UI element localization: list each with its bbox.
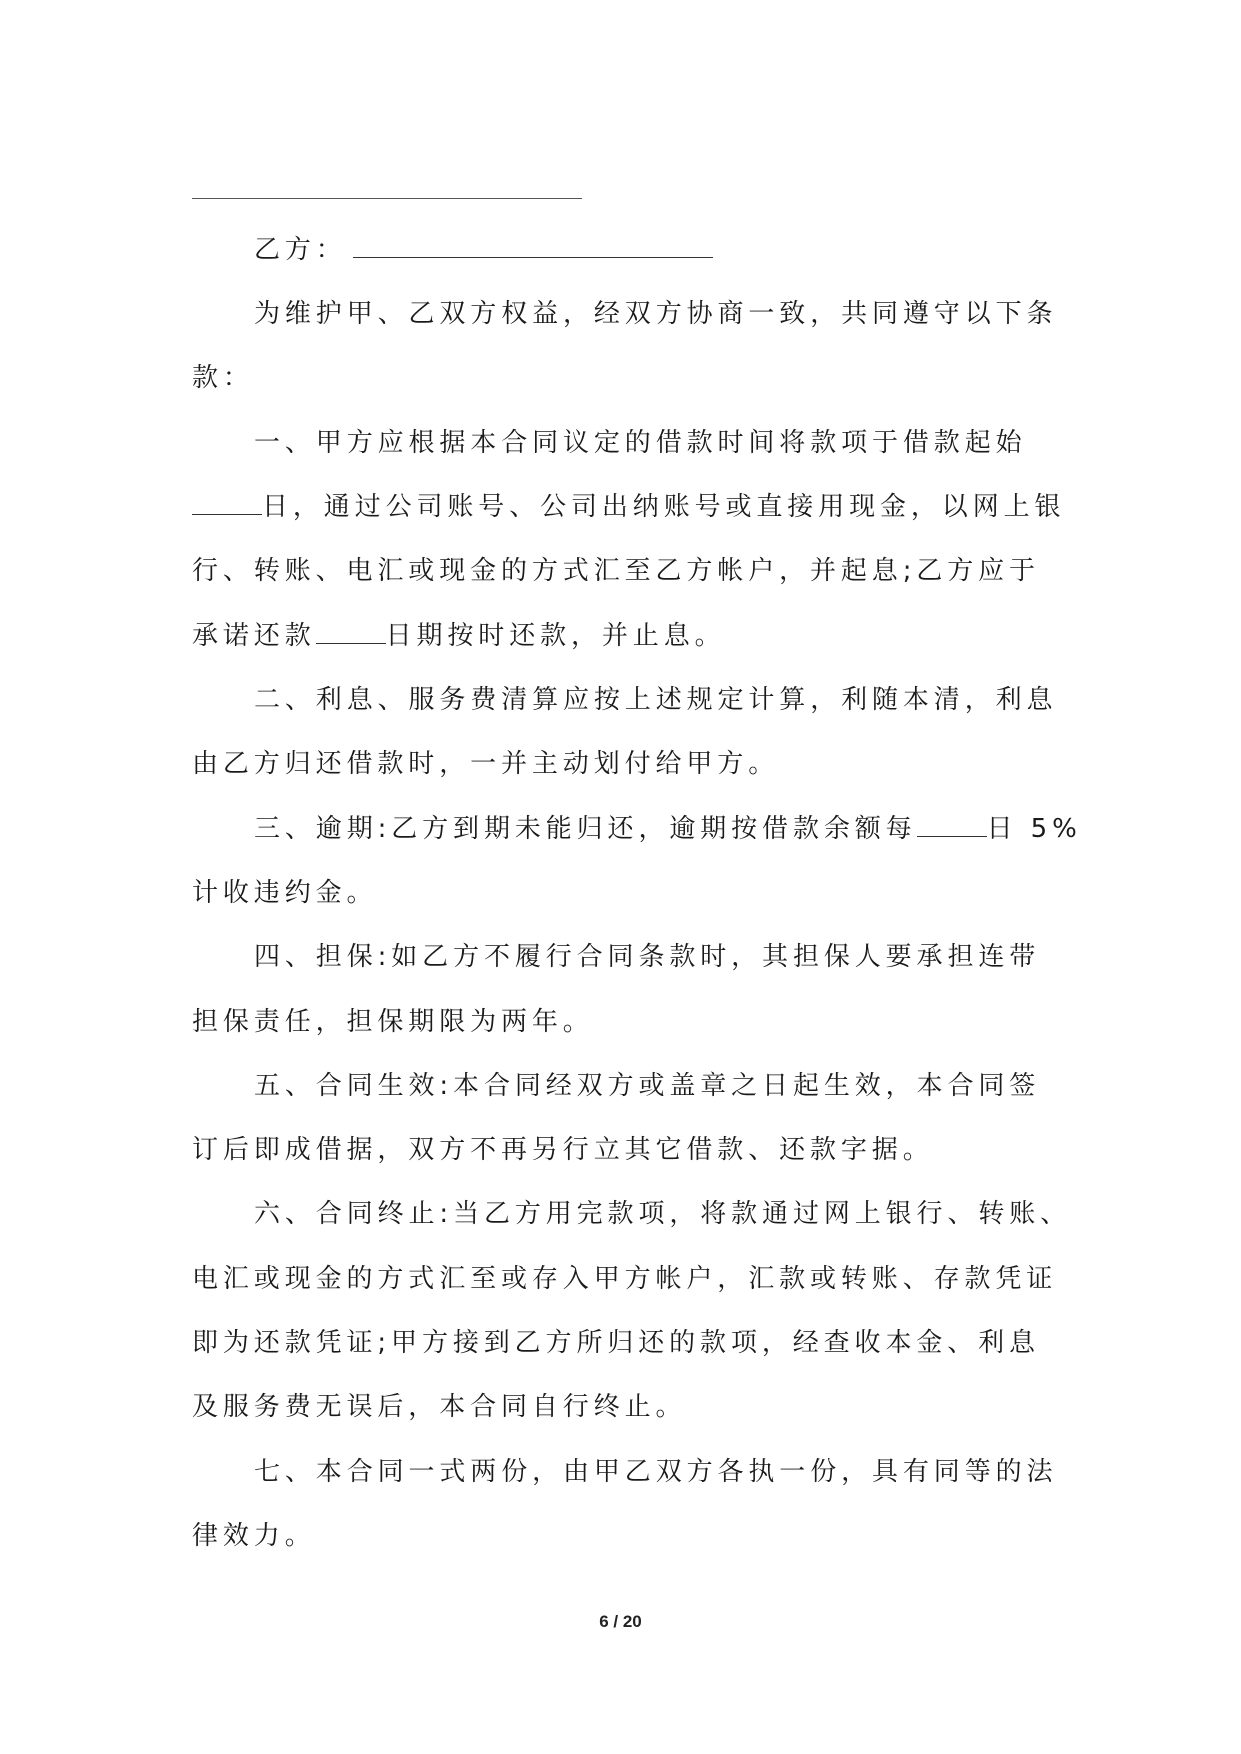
clause6-line-2: 电汇或现金的方式汇至或存入甲方帐户，汇款或转账、存款凭证 <box>192 1264 1058 1294</box>
preamble-line-2: 款： <box>192 363 254 393</box>
clause1-line-4 <box>192 620 726 652</box>
clause2-line-1: 二、利息、服务费清算应按上述规定计算，利随本清，利息 <box>254 685 1058 715</box>
clause3-line-1-b: 日 5% <box>986 814 1082 844</box>
clause1-line-1: 一、甲方应根据本合同议定的借款时间将款项于借款起始 <box>254 428 1027 458</box>
clause2-line-2: 由乙方归还借款时，一并主动划付给甲方。 <box>192 749 780 779</box>
clause1-line-2-text: 日，通过公司账号、公司出纳账号或直接用现金，以网上银 <box>262 492 1066 522</box>
page-number: 6 / 20 <box>599 1612 642 1631</box>
clause1-line-4-a: 承诺还款 <box>192 621 316 651</box>
repay-day-blank <box>316 621 386 644</box>
clause4-line-2: 担保责任，担保期限为两年。 <box>192 1007 594 1037</box>
clause6-line-4: 及服务费无误后，本合同自行终止。 <box>192 1392 687 1422</box>
clause6-line-1: 六、合同终止:当乙方用完款项，将款通过网上银行、转账、 <box>254 1199 1072 1229</box>
party-b-label: 乙方： <box>254 235 347 265</box>
preamble-line-1: 为维护甲、乙双方权益，经双方协商一致，共同遵守以下条 <box>254 299 1058 329</box>
clause1-line-2 <box>192 491 1065 523</box>
clause1-line-3: 行、转账、电汇或现金的方式汇至乙方帐户，并起息;乙方应于 <box>192 556 1040 586</box>
start-day-blank <box>192 492 262 515</box>
clause6-line-3: 即为还款凭证;甲方接到乙方所归还的款项，经查收本金、利息 <box>192 1328 1040 1358</box>
clause7-line-1: 七、本合同一式两份，由甲乙双方各执一份，具有同等的法 <box>254 1457 1058 1487</box>
overdue-day-blank <box>917 814 987 837</box>
clause3-line-1-a: 三、逾期:乙方到期未能归还，逾期按借款余额每 <box>254 814 917 844</box>
party-b-blank <box>353 235 713 258</box>
party-b-line <box>254 234 713 266</box>
clause7-line-2: 律效力。 <box>192 1521 316 1551</box>
clause3-line-2: 计收违约金。 <box>192 878 378 908</box>
clause1-line-4-b: 日期按时还款，并止息。 <box>385 621 726 651</box>
signature-line-party-a <box>192 198 582 199</box>
clause4-line-1: 四、担保:如乙方不履行合同条款时，其担保人要承担连带 <box>254 942 1041 972</box>
clause5-line-2: 订后即成借据，双方不再另行立其它借款、还款字据。 <box>192 1135 934 1165</box>
clause3-line-1 <box>254 813 1082 845</box>
clause5-line-1: 五、合同生效:本合同经双方或盖章之日起生效，本合同签 <box>254 1071 1041 1101</box>
